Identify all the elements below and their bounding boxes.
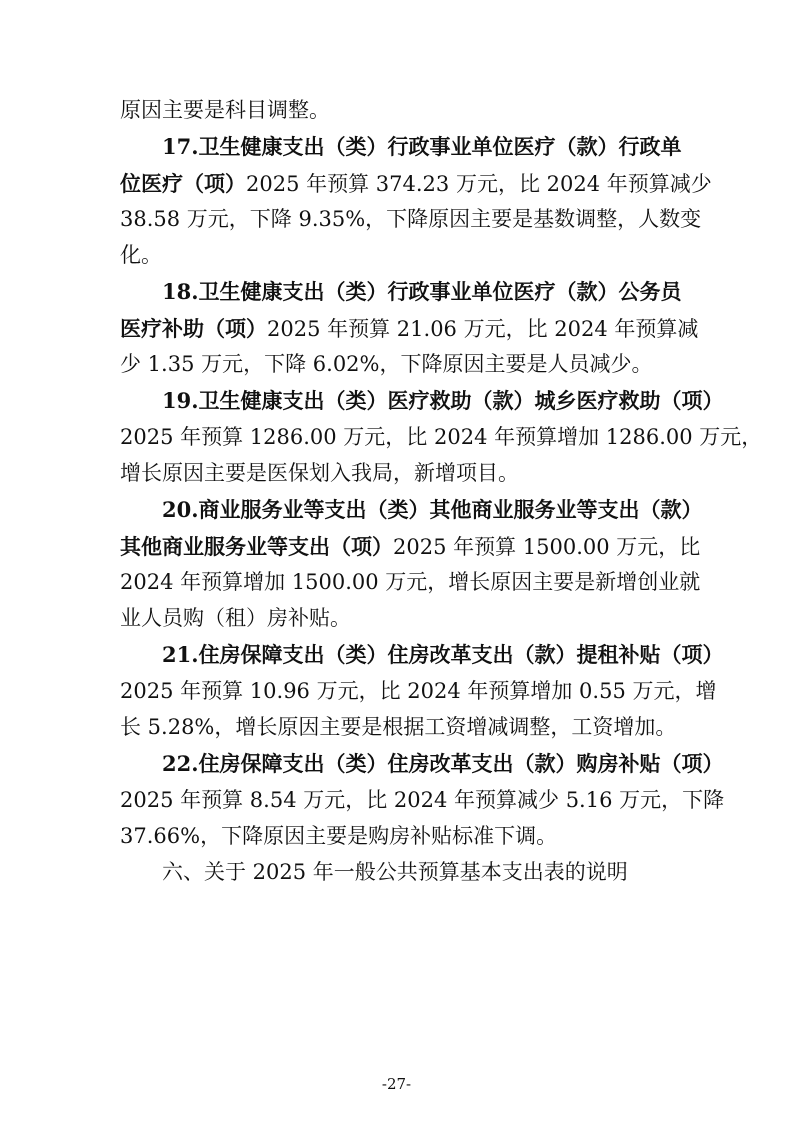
paragraph-line: [120, 822, 680, 851]
bold-item-heading: 医疗补助（项）: [120, 315, 267, 341]
body-text: 化。: [120, 243, 162, 268]
bold-item-heading: 18.卫生健康支出（类）行政事业单位医疗（款）公务员: [162, 279, 682, 305]
paragraph-line: [120, 568, 701, 597]
paragraph-line: [120, 495, 703, 524]
paragraph-line: [120, 786, 725, 815]
paragraph-line: [120, 604, 680, 633]
document-body: [120, 96, 763, 895]
paragraph-line: [120, 713, 680, 742]
paragraph-line: [120, 749, 724, 778]
paragraph-line: [120, 459, 680, 488]
bold-item-heading: 20.商业服务业等支出（类）其他商业服务业等支出（款）: [162, 497, 703, 523]
paragraph-line: [120, 640, 724, 669]
body-text: 少 1.35 万元，下降 6.02%，下降原因主要是人员减少。: [120, 352, 653, 377]
bold-item-heading: 位医疗（项）: [120, 170, 246, 196]
body-text: 2025 年预算 374.23 万元，比 2024 年预算减少: [246, 171, 712, 196]
body-text: 2025 年预算 10.96 万元，比 2024 年预算增加 0.55 万元，增: [120, 678, 717, 703]
body-text: 2025 年预算 21.06 万元，比 2024 年预算减: [267, 316, 699, 341]
body-text: 增长原因主要是医保划入我局，新增项目。: [120, 460, 519, 485]
body-text: 业人员购（租）房补贴。: [120, 606, 351, 631]
paragraph-line: [120, 677, 717, 706]
body-text: 长 5.28%，增长原因主要是根据工资增减调整，工资增加。: [120, 715, 677, 740]
body-text: 2024 年预算增加 1500.00 万元，增长原因主要是新增创业就: [120, 569, 701, 594]
bold-item-heading: 22.住房保障支出（类）住房改革支出（款）购房补贴（项）: [162, 751, 724, 777]
body-text: 2025 年预算 1286.00 万元，比 2024 年预算增加 1286.00 万元，: [120, 424, 763, 449]
paragraph-line: [120, 169, 712, 198]
body-text: 37.66%，下降原因主要是购房补贴标准下调。: [120, 823, 558, 848]
paragraph-line: [120, 205, 702, 234]
paragraph-line: [120, 386, 724, 415]
paragraph-line: [120, 532, 701, 561]
paragraph-line: [120, 423, 763, 452]
bold-item-heading: 21.住房保障支出（类）住房改革支出（款）提租补贴（项）: [162, 642, 724, 668]
paragraph-line: [120, 241, 680, 270]
paragraph-line: [120, 350, 680, 379]
section-heading: 六、关于 2025 年一般公共预算基本支出表的说明: [162, 860, 628, 885]
paragraph-line: [120, 96, 680, 125]
bold-item-heading: 17.卫生健康支出（类）行政事业单位医疗（款）行政单: [162, 134, 682, 160]
bold-item-heading: 19.卫生健康支出（类）医疗救助（款）城乡医疗救助（项）: [162, 388, 724, 414]
paragraph-line: [120, 314, 699, 343]
body-text: 原因主要是科目调整。: [120, 98, 330, 122]
bold-item-heading: 其他商业服务业等支出（项）: [120, 533, 393, 559]
paragraph-line: [120, 132, 680, 161]
page-number: -27-: [381, 1075, 412, 1093]
paragraph-line: [120, 277, 680, 306]
body-text: 2025 年预算 8.54 万元，比 2024 年预算减少 5.16 万元，下降: [120, 787, 725, 812]
body-text: 2025 年预算 1500.00 万元，比: [393, 534, 701, 559]
body-text: 38.58 万元，下降 9.35%，下降原因主要是基数调整，人数变: [120, 206, 702, 231]
